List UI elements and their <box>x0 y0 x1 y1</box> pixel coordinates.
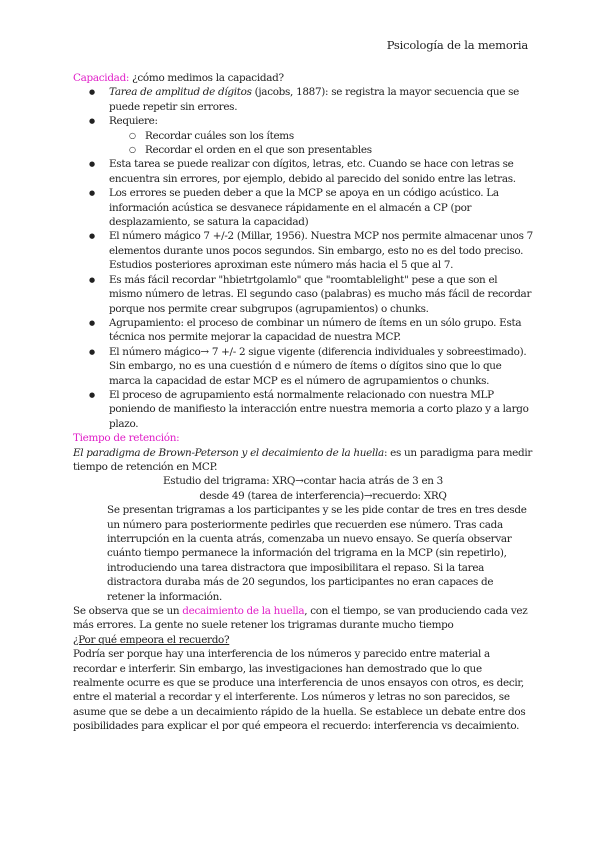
list-item: ● El número mágico→ 7 +/- 2 sigue vigente (diferencia individuales y sobreestimado). Sin embargo, no es una cuestión d e número de ítems o dígitos sino que lo que marca la capacidad de estar MCP es el número de agrupamientos o chunks. <box>73 345 533 388</box>
observe-post: , con el tiempo, se van produciendo cada vez más errores. La gente no suele retener los trigramas durante mucho tiempo <box>73 605 528 632</box>
study-line-1: Estudio del trigrama: XRQ→contar hacia atrás de 3 en 3 <box>163 475 443 488</box>
observe-pre: Se observa que se un <box>73 605 183 618</box>
requiere-sub-list <box>109 129 533 158</box>
observe-highlight: decaimiento de la huella <box>182 605 305 618</box>
bullet-italic-term: Tarea de amplitud de dígitos <box>109 86 252 99</box>
document-body <box>73 71 533 734</box>
paradigm-paragraph <box>73 446 533 475</box>
list-item: ● El número mágico 7 +/-2 (Millar, 1956). Nuestra MCP nos permite almacenar unos 7 elementos durante unos pocos segundos. Sin embargo, esto no es del todo preciso. Estudios posteriores aproximan este número más hacia el 5 que al 7. <box>73 229 533 272</box>
list-item: ● Agrupamiento: el proceso de combinar un número de ítems en un sólo grupo. Esta técnica nos permite mejorar la capacidad de nuestra MCP. <box>73 316 533 345</box>
study-line-2: desde 49 (tarea de interferencia)→recuerdo: XRQ <box>199 489 447 502</box>
list-item: ● Es más fácil recordar "hbietrtgolamlo" que "roomtablelight" pese a que son el mismo número de letras. El segundo caso (palabras) es mucho más fácil de recordar porque nos permite crear subgrupos (agrupamientos) o chunks. <box>73 273 533 316</box>
tiempo-heading: Tiempo de retención: <box>73 432 180 445</box>
observe-paragraph <box>73 604 533 633</box>
answer-paragraph: Podría ser porque hay una interferencia de los números y parecido entre material a recordar e interferir. Sin embargo, las investigaciones han demostrado que lo que realmente ocurre es que se produce una interferencia de unos ensayos con otros, es decir, entre el material a recordar y el interferente. Los números y letras no son parecidos, se asume que se debe a un decaimiento rápido de la huella. Se establece un debate entre dos posibilidades para explicar el por qué empeora el recuerdo: interferencia vs decaimiento. <box>73 648 526 733</box>
page-header-title: Psicología de la memoria <box>386 38 528 52</box>
study-paragraph: Se presentan trigramas a los participantes y se les pide contar de tres en tres desde un número para posteriormente pedirles que recuerden ese número. Tras cada interrupción en la cuenta atrás, comenzaba un nuevo ensayo. Se quería observar cuánto tiempo permanece la información del trigrama en la MCP (sin repetirlo), introduciendo una tarea distractora que imposibilitara el repaso. Si la tarea distractora duraba más de 20 segundos, los participantes no eran capaces de retener la información. <box>107 504 527 603</box>
capacidad-question: ¿cómo medimos la capacidad? <box>129 72 284 84</box>
bullet-text: (jacobs, 1887): se registra la mayor secuencia que se puede repetir sin errores. <box>109 86 520 113</box>
bullet-text: Requiere: <box>109 115 158 128</box>
sub-list-item: ○ Recordar el orden en el que son presentables <box>109 143 533 157</box>
paradigm-italic: El paradigma de Brown-Peterson y el decaimiento de la huella <box>73 446 384 459</box>
list-item: ● Esta tarea se puede realizar con dígitos, letras, etc. Cuando se hace con letras se encuentra sin errores, por ejemplo, debido al parecido del sonido entre las letras. <box>73 157 533 186</box>
capacidad-bullet-list <box>73 85 533 431</box>
list-item <box>73 114 533 157</box>
list-item: ● El proceso de agrupamiento está normalmente relacionado con nuestra MLP poniendo de manifiesto la interacción entre nuestra memoria a corto plazo y a largo plazo. <box>73 388 533 431</box>
question-heading: ¿Por qué empeora el recuerdo? <box>73 633 230 646</box>
list-item: ● Los errores se pueden deber a que la MCP se apoya en un código acústico. La información acústica se desvanece rápidamente en el almacén a CP (por desplazamiento, se satura la capacidad) <box>73 186 533 229</box>
sub-list-item: ○ Recordar cuáles son los ítems <box>109 129 533 143</box>
capacidad-heading: Capacidad: <box>73 72 130 84</box>
capacidad-line <box>73 71 533 85</box>
paradigm-text: : es un paradigma para medir tiempo de retención en MCP. <box>73 446 533 473</box>
list-item <box>73 85 533 114</box>
